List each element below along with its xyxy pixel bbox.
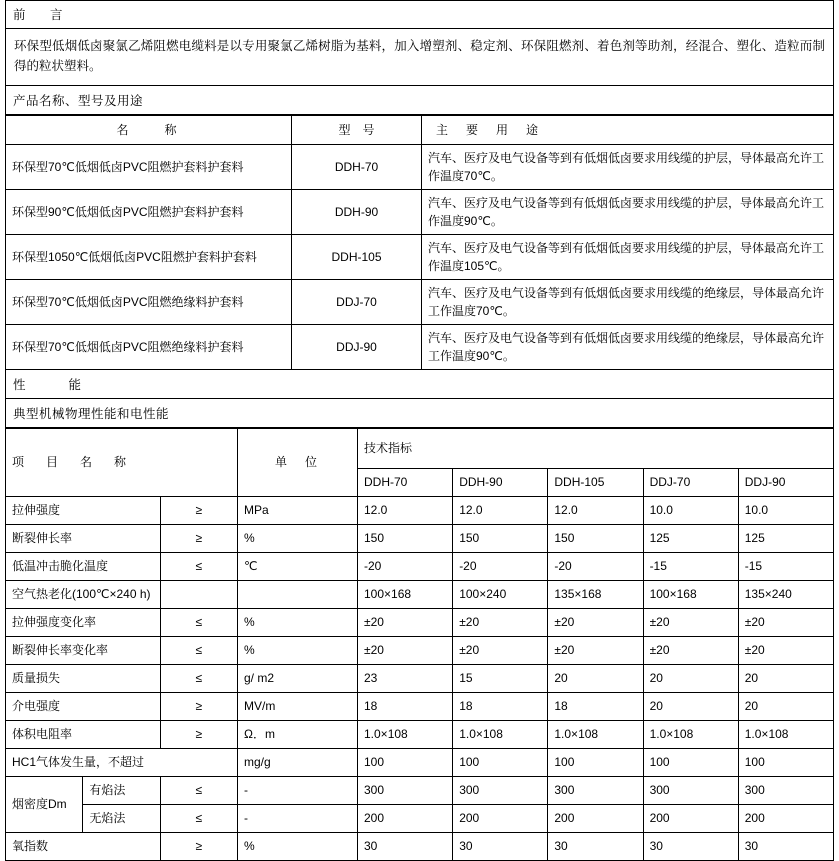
- perf-value: 20: [738, 693, 833, 721]
- perf-item-symbol: ≥: [160, 497, 237, 525]
- perf-header-tech: 技术指标: [358, 429, 834, 469]
- perf-value: 300: [548, 777, 643, 805]
- perf-header-row-1: [6, 429, 834, 469]
- perf-value: 200: [548, 805, 643, 833]
- perf-item-unit: [238, 581, 358, 609]
- perf-value: 1.0×108: [453, 721, 548, 749]
- table-row: [6, 235, 834, 280]
- perf-item-unit: %: [238, 637, 358, 665]
- perf-item-name: 拉伸强度变化率: [6, 609, 161, 637]
- table-row: [6, 721, 834, 749]
- perf-item-unit: ℃: [238, 553, 358, 581]
- perf-value: ±20: [643, 609, 738, 637]
- typical-section-title-text: 典型机械物理性能和电性能: [13, 407, 170, 421]
- perf-value: 30: [358, 833, 453, 861]
- perf-model-ddj70: DDJ-70: [643, 469, 738, 497]
- perf-value: 300: [358, 777, 453, 805]
- perf-value: 100×168: [358, 581, 453, 609]
- perf-value: 100×240: [453, 581, 548, 609]
- product-model: DDH-90: [292, 190, 422, 235]
- table-row-smoke-flame: [6, 777, 834, 805]
- perf-item-unit: MPa: [238, 497, 358, 525]
- product-header-name: 名 称: [6, 116, 292, 145]
- perf-model-ddh70: DDH-70: [358, 469, 453, 497]
- perf-item-unit: Ω．m: [238, 721, 358, 749]
- product-name: 环保型90℃低烟低卤PVC阻燃护套料护套料: [6, 190, 292, 235]
- perf-value: 300: [738, 777, 833, 805]
- product-model: DDH-105: [292, 235, 422, 280]
- product-use: 汽车、医疗及电气设备等到有低烟低卤要求用线缆的绝缘层，导体最高允许工作温度70℃。: [422, 280, 834, 325]
- product-model: DDJ-90: [292, 325, 422, 370]
- perf-item-unit: mg/g: [238, 749, 358, 777]
- perf-value: 30: [738, 833, 833, 861]
- product-use: 汽车、医疗及电气设备等到有低烟低卤要求用线缆的护层，导体最高允许工作温度70℃。: [422, 145, 834, 190]
- perf-value: 20: [548, 665, 643, 693]
- perf-item-symbol: ≥: [160, 525, 237, 553]
- product-header-model: 型 号: [292, 116, 422, 145]
- product-name: 环保型70℃低烟低卤PVC阻燃护套料护套料: [6, 145, 292, 190]
- document-body: [5, 0, 834, 861]
- smoke-sub-label: 无焰法: [83, 805, 160, 833]
- perf-value: ±20: [738, 637, 833, 665]
- perf-model-ddj90: DDJ-90: [738, 469, 833, 497]
- perf-value: 150: [453, 525, 548, 553]
- perf-value: ±20: [738, 609, 833, 637]
- perf-value: 1.0×108: [643, 721, 738, 749]
- perf-value: 10.0: [738, 497, 833, 525]
- foreword-title-text: 前 言: [13, 8, 69, 22]
- perf-value: 12.0: [548, 497, 643, 525]
- smoke-unit: -: [238, 777, 358, 805]
- perf-value: 200: [738, 805, 833, 833]
- table-row: [6, 581, 834, 609]
- perf-item-name: HC1气体发生量，不超过: [6, 749, 238, 777]
- perf-value: ±20: [453, 609, 548, 637]
- perf-value: 12.0: [358, 497, 453, 525]
- performance-table: [5, 428, 834, 861]
- perf-value: -20: [548, 553, 643, 581]
- perf-item-symbol: ≥: [160, 833, 237, 861]
- table-row: [6, 693, 834, 721]
- product-name: 环保型70℃低烟低卤PVC阻燃绝缘料护套料: [6, 325, 292, 370]
- table-row: [6, 497, 834, 525]
- perf-value: 20: [643, 693, 738, 721]
- perf-value: 200: [643, 805, 738, 833]
- perf-value: ±20: [453, 637, 548, 665]
- perf-item-unit: %: [238, 525, 358, 553]
- perf-value: 23: [358, 665, 453, 693]
- perf-model-ddh105: DDH-105: [548, 469, 643, 497]
- perf-value: 18: [548, 693, 643, 721]
- typical-section-title: [5, 399, 834, 428]
- perf-value: -20: [358, 553, 453, 581]
- perf-value: -15: [738, 553, 833, 581]
- perf-model-ddh90: DDH-90: [453, 469, 548, 497]
- perf-item-symbol: ≥: [160, 693, 237, 721]
- perf-value: ±20: [548, 637, 643, 665]
- performance-section-title: [5, 370, 834, 399]
- table-row: [6, 637, 834, 665]
- table-row: [6, 325, 834, 370]
- perf-value: -20: [453, 553, 548, 581]
- perf-item-unit: %: [238, 609, 358, 637]
- smoke-symbol: ≤: [160, 805, 237, 833]
- product-section-title: [5, 86, 834, 115]
- table-row: [6, 145, 834, 190]
- perf-item-symbol: ≤: [160, 609, 237, 637]
- perf-value: 200: [358, 805, 453, 833]
- table-row: [6, 833, 834, 861]
- product-model: DDJ-70: [292, 280, 422, 325]
- perf-value: 100×168: [643, 581, 738, 609]
- table-row: [6, 525, 834, 553]
- perf-value: 100: [548, 749, 643, 777]
- table-row: [6, 665, 834, 693]
- perf-item-name: 低温冲击脆化温度: [6, 553, 161, 581]
- product-name: 环保型70℃低烟低卤PVC阻燃绝缘料护套料: [6, 280, 292, 325]
- perf-value: 300: [643, 777, 738, 805]
- perf-value: 20: [643, 665, 738, 693]
- perf-value: ±20: [358, 637, 453, 665]
- smoke-symbol: ≤: [160, 777, 237, 805]
- perf-item-symbol: ≥: [160, 721, 237, 749]
- perf-item-name: 氧指数: [6, 833, 161, 861]
- perf-value: 10.0: [643, 497, 738, 525]
- perf-item-name: 空气热老化(100℃×240 h): [6, 581, 161, 609]
- perf-value: 125: [738, 525, 833, 553]
- product-name: 环保型1050℃低烟低卤PVC阻燃护套料护套料: [6, 235, 292, 280]
- product-use: 汽车、医疗及电气设备等到有低烟低卤要求用线缆的护层，导体最高允许工作温度105℃。: [422, 235, 834, 280]
- perf-value: 12.0: [453, 497, 548, 525]
- perf-value: ±20: [358, 609, 453, 637]
- smoke-density-label: 烟密度Dm: [6, 777, 83, 833]
- perf-item-symbol: ≤: [160, 665, 237, 693]
- product-table-header-row: [6, 116, 834, 145]
- perf-value: 100: [358, 749, 453, 777]
- perf-value: 300: [453, 777, 548, 805]
- perf-value: 100: [453, 749, 548, 777]
- perf-header-item: 项 目 名 称: [6, 429, 238, 497]
- perf-value: 150: [358, 525, 453, 553]
- perf-value: 30: [453, 833, 548, 861]
- perf-value: 18: [358, 693, 453, 721]
- perf-value: 150: [548, 525, 643, 553]
- perf-value: 20: [738, 665, 833, 693]
- table-row: [6, 609, 834, 637]
- perf-value: ±20: [548, 609, 643, 637]
- perf-value: ±20: [643, 637, 738, 665]
- perf-value: 15: [453, 665, 548, 693]
- perf-item-symbol: ≤: [160, 553, 237, 581]
- perf-item-unit: MV/m: [238, 693, 358, 721]
- perf-item-unit: g/ m2: [238, 665, 358, 693]
- perf-item-unit: %: [238, 833, 358, 861]
- foreword-paragraph: 环保型低烟低卤聚氯乙烯阻燃电缆料是以专用聚氯乙烯树脂为基料，加入增塑剂、稳定剂、环保阻燃剂、着色剂等助剂，经混合、塑化、造粒而制得的粒状塑料。: [5, 29, 834, 86]
- product-use: 汽车、医疗及电气设备等到有低烟低卤要求用线缆的绝缘层，导体最高允许工作温度90℃。: [422, 325, 834, 370]
- perf-value: 1.0×108: [548, 721, 643, 749]
- smoke-unit: -: [238, 805, 358, 833]
- perf-value: 18: [453, 693, 548, 721]
- perf-value: 30: [548, 833, 643, 861]
- perf-item-symbol: ≤: [160, 637, 237, 665]
- product-use: 汽车、医疗及电气设备等到有低烟低卤要求用线缆的护层，导体最高允许工作温度90℃。: [422, 190, 834, 235]
- perf-item-name: 断裂伸长率: [6, 525, 161, 553]
- perf-value: 125: [643, 525, 738, 553]
- perf-item-symbol: [160, 581, 237, 609]
- perf-item-name: 介电强度: [6, 693, 161, 721]
- perf-value: 1.0×108: [358, 721, 453, 749]
- product-section-title-text: 产品名称、型号及用途: [13, 94, 144, 108]
- table-row: [6, 280, 834, 325]
- foreword-title: [5, 0, 834, 29]
- perf-value: 135×168: [548, 581, 643, 609]
- table-row: [6, 553, 834, 581]
- smoke-sub-label: 有焰法: [83, 777, 160, 805]
- perf-value: 100: [643, 749, 738, 777]
- perf-value: -15: [643, 553, 738, 581]
- product-table: [5, 115, 834, 370]
- product-header-use: 主 要 用 途: [422, 116, 834, 145]
- perf-item-name: 体积电阻率: [6, 721, 161, 749]
- perf-item-name: 拉伸强度: [6, 497, 161, 525]
- perf-value: 135×240: [738, 581, 833, 609]
- perf-item-name: 质量损失: [6, 665, 161, 693]
- table-row: [6, 749, 834, 777]
- perf-value: 30: [643, 833, 738, 861]
- perf-value: 1.0×108: [738, 721, 833, 749]
- perf-value: 200: [453, 805, 548, 833]
- table-row: [6, 190, 834, 235]
- product-model: DDH-70: [292, 145, 422, 190]
- perf-header-unit: 单 位: [238, 429, 358, 497]
- perf-value: 100: [738, 749, 833, 777]
- table-row-smoke-noflame: [6, 805, 834, 833]
- perf-item-name: 断裂伸长率变化率: [6, 637, 161, 665]
- performance-section-title-text: 性 能: [13, 378, 88, 392]
